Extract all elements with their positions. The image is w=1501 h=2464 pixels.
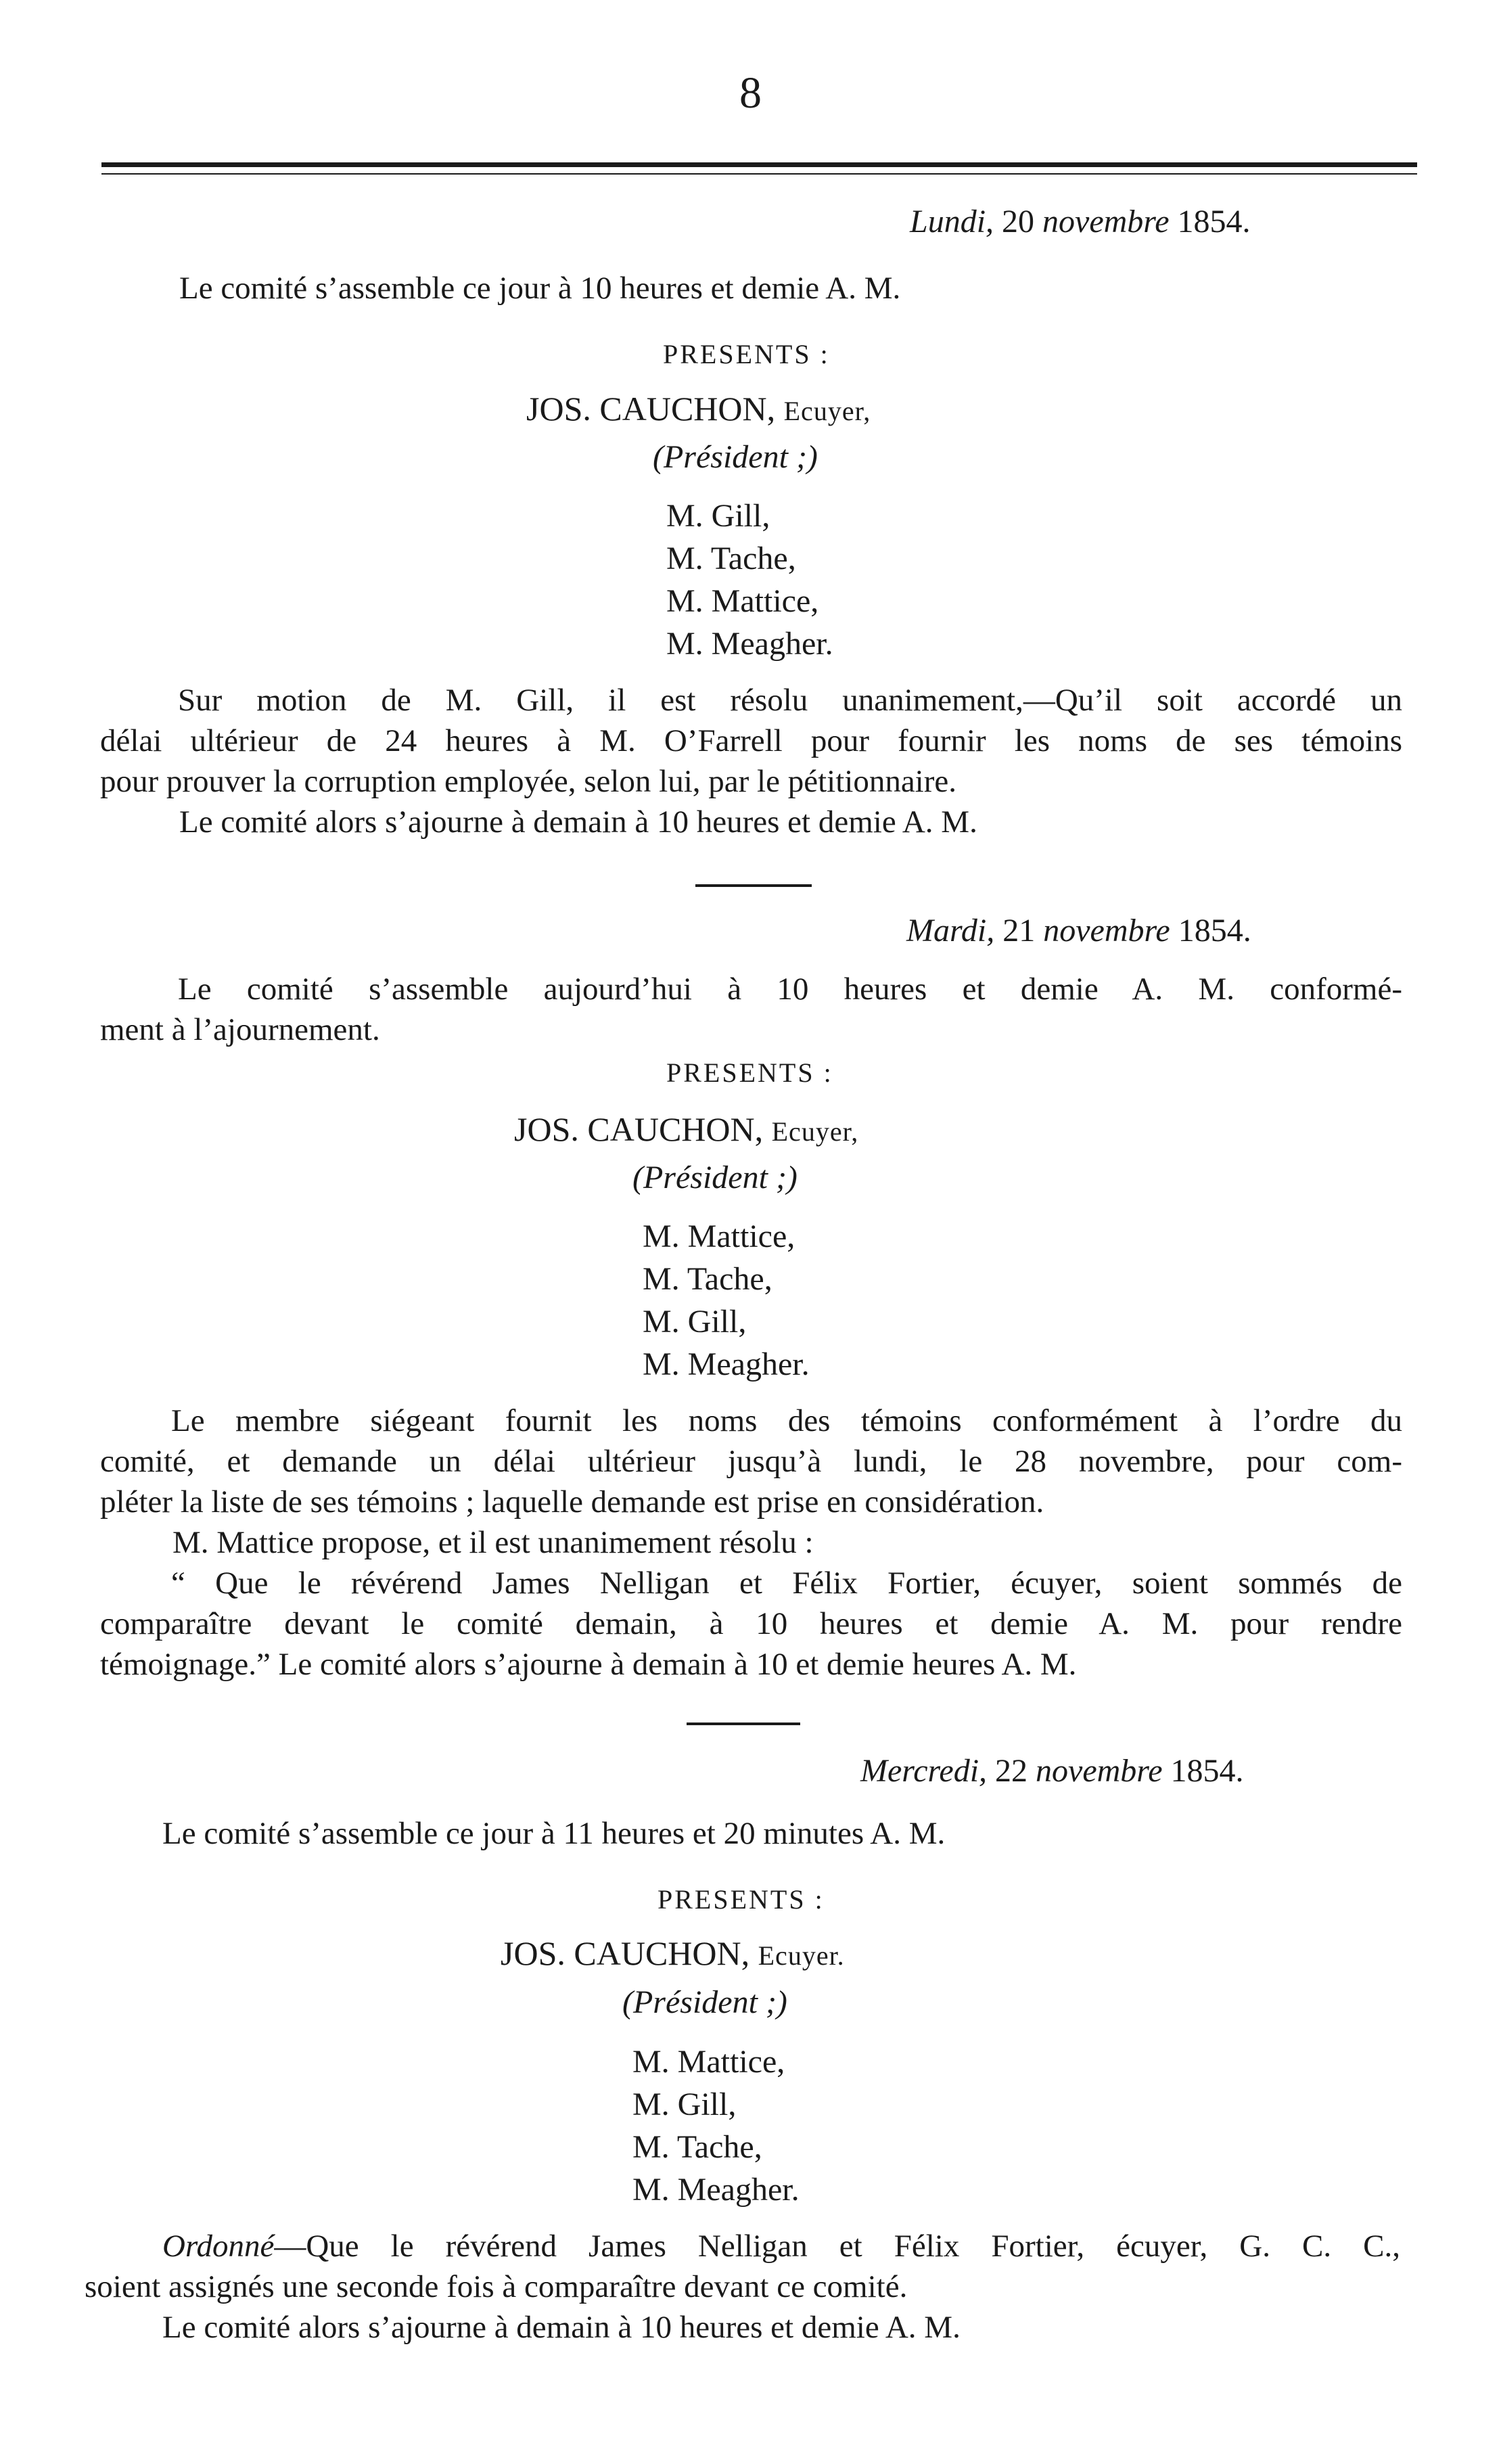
page-number: 8 [739, 68, 762, 118]
member: M. Mattice, [632, 2044, 785, 2080]
chair-name: JOS. CAUCHON, Ecuyer. [501, 1934, 845, 1972]
chair-name: JOS. CAUCHON, Ecuyer, [526, 390, 871, 428]
section-divider [695, 884, 812, 887]
quoted-resolution: “ Que le révérend James Nelligan et Félix Fortier, écuyer, soient sommés de comparaître devant le comité demain, à 10 heures et demie A. M. pour rendre témoignage.” Le comité alors s’ajourne à demain à 10 et demie heures A. M. [100, 1566, 1402, 1682]
chair-role: (Président ;) [622, 1984, 787, 2020]
session-date: Mardi, 21 novembre 1854. [906, 913, 1251, 949]
chair-role: (Président ;) [653, 439, 818, 475]
member: M. Mattice, [666, 583, 819, 619]
chair-role: (Président ;) [632, 1160, 798, 1195]
member: M. Gill, [666, 498, 770, 534]
member-paragraph: Le membre siégeant fournit les noms des témoins conformément à l’ordre du comité, et demande un délai ultérieur jusqu’à lundi, le 28 novembre, pour com- pléter la liste de ses témoins ; laquelle demande est prise en considération. [100, 1403, 1402, 1520]
session-date: Lundi, 20 novembre 1854. [910, 204, 1251, 239]
presents-label: PRESENTS : [666, 1057, 833, 1088]
order-paragraph: Ordonné—Que le révérend James Nelligan et Félix Fortier, écuyer, G. C. C., soient assignés une seconde fois à comparaître devant ce comité. [85, 2229, 1400, 2304]
member: M. Tache, [666, 541, 796, 576]
member: M. Mattice, [643, 1218, 795, 1254]
adjournment-text: Le comité alors s’ajourne à demain à 10 heures et demie A. M. [162, 2310, 961, 2345]
member: M. Meagher. [632, 2172, 800, 2208]
presents-label: PRESENTS : [657, 1884, 825, 1915]
member: M. Tache, [632, 2129, 762, 2165]
header-rule [101, 162, 1417, 167]
session-opening: Le comité s’assemble ce jour à 11 heures et 20 minutes A. M. [162, 1816, 946, 1851]
section-divider [687, 1722, 800, 1725]
adjournment-text: Le comité alors s’ajourne à demain à 10 heures et demie A. M. [179, 804, 977, 840]
motion-line: M. Mattice propose, et il est unanimement résolu : [172, 1525, 814, 1560]
session-date: Mercredi, 22 novembre 1854. [860, 1753, 1244, 1789]
motion-paragraph: Sur motion de M. Gill, il est résolu unanimement,—Qu’il soit accordé un délai ultérieur de 24 heures à M. O’Farrell pour fournir les noms de ses témoins pour prouver la corruption employée, selon lui, par le pétitionnaire. [100, 683, 1402, 799]
session-opening: Le comité s’assemble ce jour à 10 heures et demie A. M. [179, 271, 901, 306]
member: M. Gill, [632, 2086, 737, 2122]
chair-name: JOS. CAUCHON, Ecuyer, [514, 1110, 859, 1148]
header-rule-thin [101, 173, 1417, 175]
presents-label: PRESENTS : [663, 339, 830, 369]
member: M. Gill, [643, 1304, 747, 1340]
member: M. Meagher. [666, 626, 833, 662]
session-opening: Le comité s’assemble aujourd’hui à 10 heures et demie A. M. conformé- ment à l’ajournement. [100, 972, 1402, 1047]
member: M. Meagher. [643, 1346, 810, 1382]
member: M. Tache, [643, 1261, 772, 1297]
